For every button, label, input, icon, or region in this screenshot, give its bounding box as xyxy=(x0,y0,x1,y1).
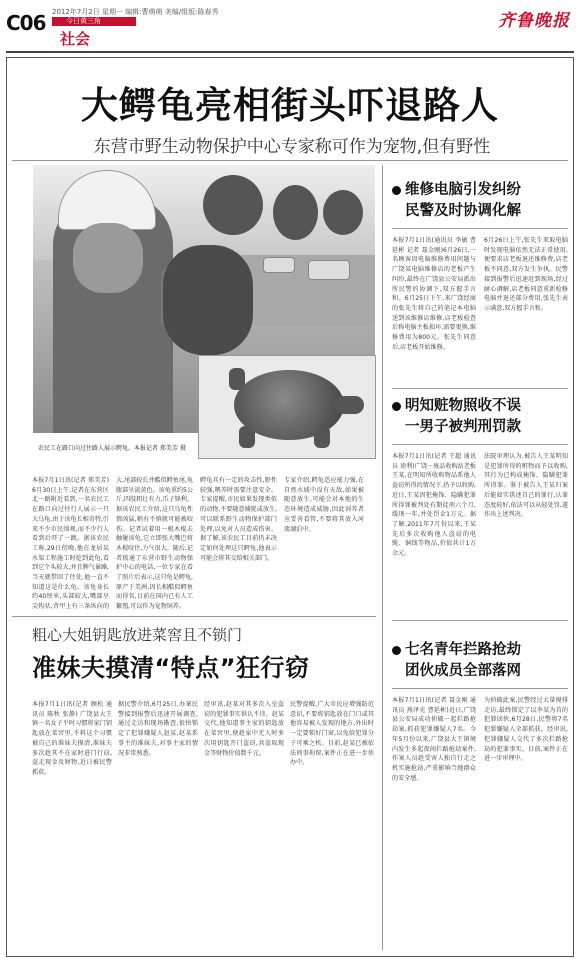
section-title: 社会 xyxy=(60,30,91,48)
right-3-col-2: 为侦破此案,民警经过大量摸排走访,最终锁定了以李某为首的犯罪团伙,6月28日,民警将7名犯罪嫌疑人全部抓获。经审讯,犯罪嫌疑人交代了多次拦路抢劫的犯罪事实。目前,案件正在进一步审理中。 xyxy=(484,697,568,763)
photo-caption: 农民工在路口向过往路人展示鳄龟。本报记者 郑美芳 摄 xyxy=(38,445,186,452)
right-3-col-1: 本报7月1日讯(记者 聂金刚 通讯员 燕泽光 曹延彬)近日,广饶县公安局成功侦破一起拦路抢劫案,抓获犯罪嫌疑人7名。今年5月份以来,广饶县大王镇境内发生多起夜间拦路抢劫案件,作案人员趁受害人独自行走之机实施抢劫,严重影响当地群众的安全感。 xyxy=(392,697,476,782)
mid-top-rule xyxy=(12,616,376,617)
column-divider xyxy=(382,165,383,950)
mid-col-3: 经审讯,赵某对其多次入室盗窃的犯罪事实供认不讳。赵某交代,他知道事主家的钥匙放在菜窖里,便趁家中无人时多次用钥匙开门盗窃,共盗取现金等财物价值数千元。 xyxy=(204,701,284,757)
bullet-dot-icon xyxy=(392,402,401,411)
mid-col-4: 民警提醒,广大市民应增强防范意识,不要将钥匙放在门口或其他容易被人发现的地方,外出时一定要锁好门窗,以免给犯罪分子可乘之机。目前,赵某已被依法刑事拘留,案件正在进一步侦办中。 xyxy=(290,701,374,767)
date-line: 2012年7月2日 星期一 编辑:曹萌萌 美编/组版:陈春秀 xyxy=(52,8,219,16)
main-col-4: 专家介绍,鳄龟适应能力强,在自然水域中没有天敌,如果被随意放生,可能会对本地的生态环境造成威胁,因此饲养者应妥善看管,不要将其放入河流湖泊中。 xyxy=(284,477,364,533)
right-story-1-title: 维修电脑引发纠纷 民警及时协调化解 xyxy=(392,180,521,222)
right-3-divider xyxy=(392,688,568,689)
right-2-end-rule xyxy=(392,620,568,621)
right-story-2-title: 明知赃物照收不误 一男子被判刑罚款 xyxy=(392,396,521,438)
bullet-dot-icon xyxy=(392,646,401,655)
mid-col-2: 据民警介绍,6月25日,办案民警接到报警后迅速开展调查,通过走访和现场勘查,很快锁定了犯罪嫌疑人赵某,赵某系事主的准妹夫,对事主家的情况非常熟悉。 xyxy=(118,701,198,757)
newspaper-logo: 齐鲁晚报 xyxy=(498,11,570,31)
right-story-3-title: 七名青年拦路抢劫 团伙成员全部落网 xyxy=(392,640,521,682)
right-1-divider xyxy=(392,228,568,229)
mid-headline: 准妹夫摸清“特点”狂行窃 xyxy=(32,654,310,682)
right-1-col-1: 本报7月1日讯(通讯员 李敏 曹延彬 记者 聂金刚)6月26日,一名顾客因电脑维修费用问题与广饶某电脑维修店的老板产生纠纷,最终在广饶县公安局派出所民警的协调下,双方握手言和。6月25日下午,来广饶经商的张先生将自己的笔记本电脑送到该维修店维修,店老板检查后称电脑主板损坏,需要更换,维修费用为800元。张先生同意后,店老板开始维修。 xyxy=(392,237,476,351)
right-1-end-rule xyxy=(392,388,568,389)
mid-col-1: 本报7月1日讯(记者 顾松 通讯员 陈秋 张静) 广饶县大王镇一名女子平时习惯将家门钥匙放在菜窖里,不料这个习惯被自己的准妹夫摸清,准妹夫多次趁其不在家时进门行窃,盗走现金及财物,近日被民警抓获。 xyxy=(32,701,112,776)
main-col-2: 大,尾部较长并酷似鳄鱼尾,龟腹部呈淡黄色。该龟重约5公斤,四肢粗壮有力,爪子锋利。据该农民工介绍,这只乌龟性情凶猛,稍有不慎就可能被咬伤。记者试着用一根木棍去触碰该龟,它立即张大嘴巴将木棍咬住,力气很大。随后,记者拨通了东营市野生动物保护中心的电话,一位专家在看了照片后表示,这只龟是鳄龟,原产于美洲,因长相酷似鳄鱼而得名,目前在国内已有人工繁殖,可以作为宠物饲养。 xyxy=(116,477,193,611)
main-col-1: 本报7月1日讯(记者 郑美芳) 6月30日上午,记者在东营区北一路附近看到,一名农民工在路口向过往行人展示一只大乌龟,由于该龟长相奇特,引来不少市民围观,而不少行人看到后吓了一跳。据该农民工称,29日傍晚,他在龙居某水渠工程施工时挖到此龟,看到它个头较大,并且脾气暴躁,当天就带回了住处,他一直不知道这是什么龟。该龟身长约40厘米,头部较大,嘴部呈尖钩状,背甲上有三条纵向的 xyxy=(32,477,109,611)
page-number: C06 xyxy=(6,11,46,35)
column-bar: 今日黄三角 xyxy=(52,17,136,26)
right-1-col-2: 6月26日上午,张先生来取电脑时发现电脑依然无法正常使用,便要求店老板退还维修费,店老板不同意,双方发生争执。民警接到报警后迅速赶到现场,经过耐心调解,店老板同意重新检修电脑并退还部分费用,张先生表示满意,双方握手言和。 xyxy=(484,237,568,312)
right-2-col-1: 本报7月1日讯(记者 王超 通讯员 徐利)广饶一废品收购站老板王某,在明知所收购物品系他人盗窃所得的情况下,仍予以收购,近日,王某因犯掩饰、隐瞒犯罪所得罪被判处有期徒刑六个月,缓刑一年,并处罚金1万元。据了解,2011年7月份以来,王某先后多次收购他人盗窃的电缆、铜线等物品,价值共计1万余元。 xyxy=(392,453,476,558)
headline-divider xyxy=(12,160,568,161)
masthead-rule xyxy=(6,51,574,53)
main-headline: 大鳄龟亮相街头吓退路人 xyxy=(81,84,499,127)
mid-subheadline: 粗心大姐钥匙放进菜窖且不锁门 xyxy=(32,626,243,644)
bullet-dot-icon xyxy=(392,186,401,195)
main-subheadline: 东营市野生动物保护中心专家称可作为宠物,但有野性 xyxy=(93,137,491,157)
main-col-3: 鳄龟具有一定的攻击性,野性较强,喂养时需要注意安全。专家提醒,市民如果发现类似的动物,不要随意捕捉或放生,可以联系野生动物保护部门处理,以免对人员造成伤害。据了解,该农民工目前仍未决定如何处理这只鳄龟,他表示可能会将其交给相关部门。 xyxy=(200,477,277,562)
right-2-divider xyxy=(392,444,568,445)
right-2-col-2: 法院审理认为,被告人王某明知是犯罪所得的赃物而予以收购,其行为已构成掩饰、隐瞒犯罪所得罪。鉴于被告人王某归案后能如实供述自己的罪行,认罪态度较好,依法可以从轻处罚,遂作出上述判决。 xyxy=(484,453,568,519)
